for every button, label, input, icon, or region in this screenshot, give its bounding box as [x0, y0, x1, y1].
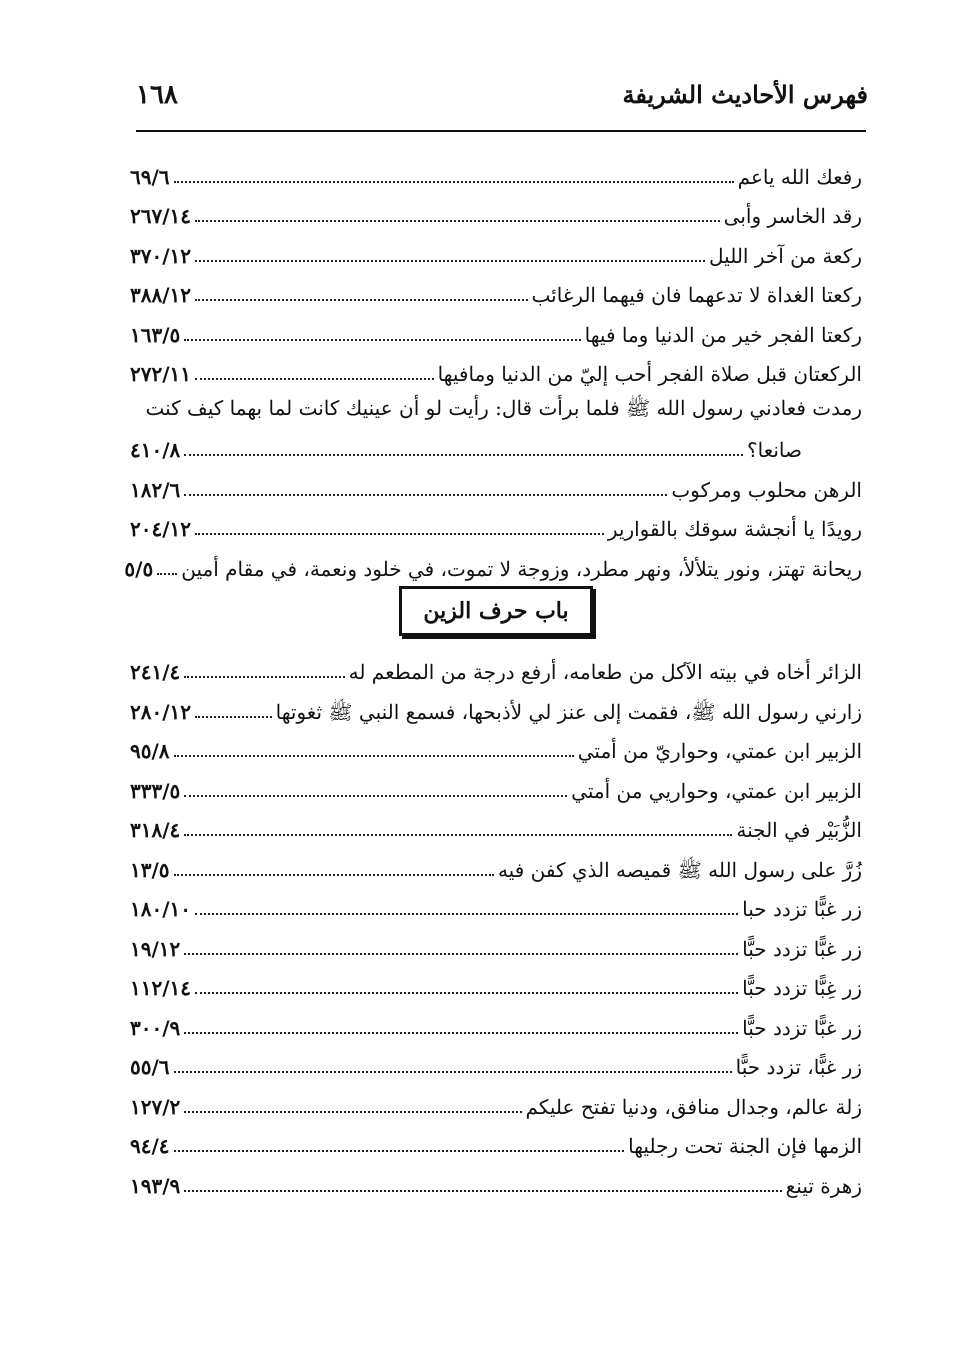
entry-text-line1: رمدت فعادني رسول الله ﷺ فلما برأت قال: رأيت لو أن عينيك كانت لما بهما كيف كنت	[145, 396, 862, 420]
entry-reference: ٢٨٠/١٢	[130, 699, 192, 724]
entry-text: الزبير ابن عمتي، وحواريّ من أمتي	[577, 739, 862, 763]
entry-reference: ١١٢/١٤	[130, 976, 192, 1000]
entry-reference: ٣٠٠/٩	[130, 1015, 181, 1040]
index-entry	[130, 685, 862, 725]
leader-dots	[195, 299, 528, 301]
leader-dots	[195, 992, 738, 994]
leader-dots	[195, 716, 272, 718]
entry-text: رقد الخاسر وأبى	[723, 204, 862, 228]
page-number: ١٦٨	[136, 80, 178, 110]
leader-dots	[184, 494, 667, 496]
index-entry	[130, 503, 862, 543]
index-entries	[124, 150, 862, 1199]
entry-text: زلة عالم، وجدال منافق، ودنيا تفتح عليكم	[525, 1094, 862, 1119]
entry-text: الرهن محلوب ومركوب	[671, 477, 862, 502]
entry-reference: ٢٦٧/١٤	[130, 204, 192, 228]
entry-reference: ٢٧٢/١١	[130, 362, 192, 386]
leader-dots	[174, 874, 494, 876]
entry-reference: ٤١٠/٨	[130, 438, 181, 462]
index-entry	[130, 804, 862, 844]
index-entry	[130, 1041, 862, 1081]
index-entry	[130, 150, 862, 190]
entry-reference: ١٦٣/٥	[130, 322, 181, 347]
entry-reference: ٥٥/٦	[130, 1055, 170, 1079]
leader-dots	[174, 181, 734, 183]
index-entry	[130, 1120, 862, 1160]
entry-text: رويدًا يا أنجشة سوقك بالقوارير	[607, 517, 862, 541]
index-entry	[130, 190, 862, 230]
entry-text: الزائر أخاه في بيته الآكل من طعامه، أرفع درجة من المطعم له	[348, 660, 862, 684]
index-entry	[130, 883, 862, 923]
entry-reference: ١٩٣/٩	[130, 1173, 181, 1198]
index-entry	[130, 308, 862, 348]
entry-reference: ٥/٥	[124, 556, 154, 581]
index-entry	[124, 542, 862, 582]
index-entry	[130, 725, 862, 765]
entry-text: زر غِبًّا تزدد حبًّا	[742, 976, 862, 1000]
entry-reference: ١٢٧/٢	[130, 1094, 181, 1119]
entry-text: زارني رسول الله ﷺ، فقمت إلى عنز لي لأذبحها، فسمع النبي ﷺ ثغوتها	[275, 699, 862, 724]
entry-reference: ٢٠٤/١٢	[130, 517, 192, 541]
index-entry	[130, 764, 862, 804]
entry-reference: ٩٥/٨	[130, 739, 170, 763]
entry-text: الركعتان قبل صلاة الفجر أحب إليّ من الدنيا ومافيها	[437, 362, 862, 386]
entry-text: الزُّبَيْر في الجنة	[736, 818, 862, 842]
leader-dots	[174, 755, 574, 757]
leader-dots	[184, 795, 567, 797]
leader-dots	[195, 220, 720, 222]
index-entry	[130, 269, 862, 309]
index-entry-multiline	[130, 387, 862, 463]
index-entry	[130, 348, 862, 388]
leader-dots	[184, 953, 738, 955]
leader-dots	[174, 1150, 625, 1152]
entry-text: ركعتا الغداة لا تدعهما فان فيهما الرغائب	[531, 283, 862, 307]
leader-dots	[184, 1111, 521, 1113]
entry-reference: ٦٩/٦	[130, 164, 170, 189]
entry-reference: ١٣/٥	[130, 857, 170, 882]
entry-reference: ٣١٨/٤	[130, 818, 181, 842]
leader-dots	[195, 378, 434, 380]
index-entry	[130, 463, 862, 503]
entry-text: الزبير ابن عمتي، وحواريي من أمتي	[571, 778, 862, 803]
entry-text: زر غبًّا، تزدد حبًّا	[735, 1055, 862, 1079]
entry-text: ريحانة تهتز، ونور يتلألأ، ونهر مطرد، وزوجة لا تموت، في خلود ونعمة، في مقام أمين	[181, 556, 862, 581]
leader-dots	[184, 339, 580, 341]
leader-dots	[157, 573, 177, 575]
entry-text: الزمها فإن الجنة تحت رجليها	[628, 1134, 862, 1158]
entry-reference: ١٨٠/١٠	[130, 897, 192, 921]
entry-reference: ١٩/١٢	[130, 936, 181, 961]
leader-dots	[184, 834, 732, 836]
entry-reference: ٣٧٠/١٢	[130, 243, 192, 268]
entry-text: ركعة من آخر الليل	[709, 243, 862, 268]
entry-reference: ٣٣٣/٥	[130, 778, 181, 803]
leader-dots	[195, 260, 705, 262]
index-entry	[130, 1080, 862, 1120]
leader-dots	[195, 913, 738, 915]
entry-second-line	[130, 429, 862, 463]
index-entry	[130, 1001, 862, 1041]
entry-reference: ٢٤١/٤	[130, 660, 181, 684]
index-entry	[130, 962, 862, 1002]
section-heading: باب حرف الزين	[399, 586, 593, 636]
index-entry	[130, 843, 862, 883]
running-title: فهرس الأحاديث الشريفة	[622, 80, 868, 109]
leader-dots	[184, 676, 344, 678]
leader-dots	[184, 1032, 738, 1034]
entry-text: زر غبًّا تزدد حبًّا	[742, 1015, 862, 1040]
entry-reference: ١٨٢/٦	[130, 477, 181, 502]
leader-dots	[184, 454, 743, 456]
entry-text-line2: صانعا؟	[747, 438, 802, 462]
entry-text: ركعتا الفجر خير من الدنيا وما فيها	[584, 322, 862, 347]
index-entry	[130, 646, 862, 686]
entry-text: زهرة تينع	[785, 1173, 862, 1198]
page-header	[136, 76, 868, 126]
index-entry	[130, 1159, 862, 1199]
index-entry	[130, 229, 862, 269]
leader-dots	[174, 1071, 732, 1073]
leader-dots	[184, 1190, 781, 1192]
entry-reference: ٣٨٨/١٢	[130, 283, 192, 307]
leader-dots	[195, 533, 604, 535]
entry-text: زر غبًّا تزدد حبًّا	[742, 936, 862, 961]
index-entry	[130, 922, 862, 962]
entry-text: زُرَّ على رسول الله ﷺ قميصه الذي كفن فيه	[497, 857, 862, 882]
entry-reference: ٩٤/٤	[130, 1134, 170, 1158]
entry-text: زر غبًّا تزدد حبا	[742, 897, 862, 921]
entry-text: رفعك الله ياعم	[737, 164, 862, 189]
header-rule	[136, 130, 866, 132]
